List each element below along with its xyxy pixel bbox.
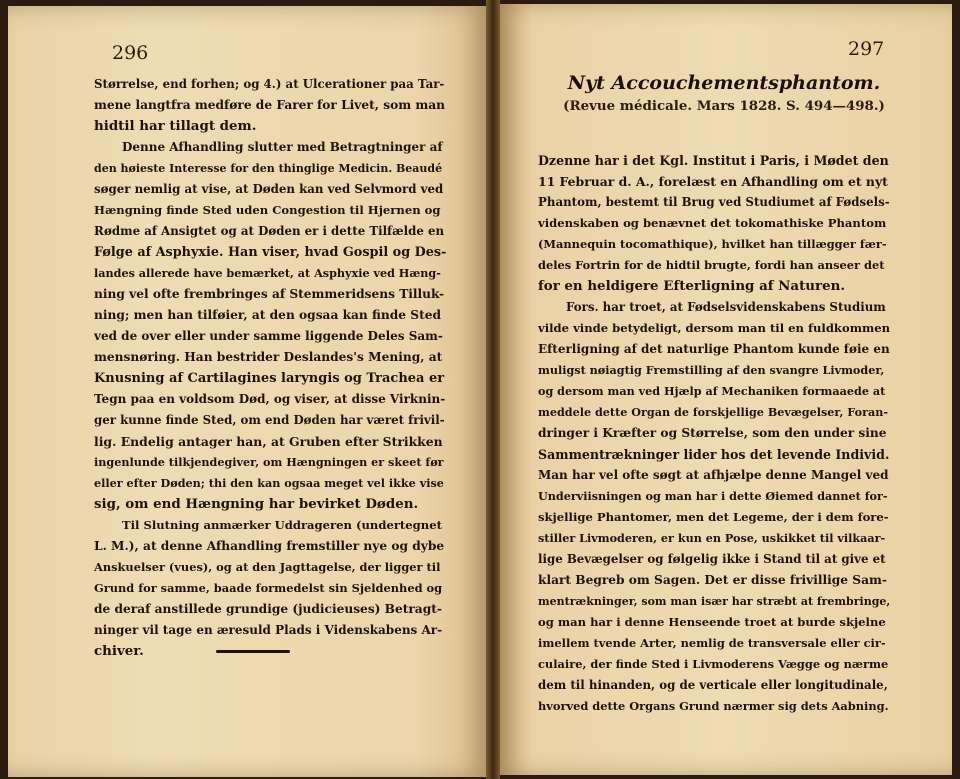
text-line: den høieste Interesse for den thinglige Medicin. Beaudé <box>94 162 443 175</box>
text-line: hidtil har tillagt dem. <box>94 118 257 134</box>
text-line: Efterligning af det naturlige Phantom kunde føie en <box>538 342 890 356</box>
text-line: 11 Februar d. A., forelæst en Afhandling om et nyt <box>538 174 888 189</box>
text-line: ning vel ofte frembringes af Stemmeridsens Tilluk- <box>94 287 445 301</box>
text-line: lige Bevægelser og følgelig ikke i Stand til at give et <box>538 552 886 566</box>
text-line: for en heldigere Efterligning af Naturen. <box>538 278 845 294</box>
text-line: Hængning finde Sted uden Congestion til Hjernen og <box>94 203 441 217</box>
text-line: videnskaben og benævnet det tokomathiske Phantom <box>538 216 887 230</box>
text-line: mene langtfra medføre de Farer for Livet, som man <box>94 98 446 112</box>
text-line: og man har i denne Henseende troet at burde skjelne <box>538 615 886 629</box>
text-line: Man har vel ofte søgt at afhjælpe denne Mangel ved <box>538 468 889 482</box>
text-line: ved de over eller under samme liggende Deles Sam- <box>94 329 443 343</box>
text-line: dem til hinanden, og de verticale eller longitudinale, <box>538 678 888 692</box>
text-line: Anskuelser (vues), og at den Jagttagelse, der ligger til <box>94 560 441 574</box>
text-line: søger nemlig at vise, at Døden kan ved Selvmord ved <box>94 182 444 196</box>
text-line: vilde vinde betydeligt, dersom man til en fuldkommen <box>538 321 890 335</box>
text-line: dringer i Kræfter og Størrelse, som den under sine <box>538 426 887 440</box>
text-line: Grund for samme, baade formedelst sin Sjeldenhed og <box>94 581 443 595</box>
text-line: sig, om end Hængning har bevirket Døden. <box>94 496 419 512</box>
article-title: Nyt Accouchementsphantom. <box>567 72 881 94</box>
text-line: eller efter Døden; thi den kan ogsaa meget vel ikke vise <box>94 476 444 490</box>
text-line: Til Slutning anmærker Uddrageren (undertegnet <box>122 518 442 532</box>
text-line: Phantom, bestemt til Brug ved Studiumet af Fødsels- <box>538 195 890 209</box>
text-line: Denne Afhandling slutter med Betragtninger af <box>122 140 443 154</box>
text-line: L. M.), at denne Afhandling fremstiller nye og dybe <box>94 539 445 553</box>
text-line: mensnøring. Han bestrider Deslandes's Mening, at <box>94 350 443 364</box>
text-line: Følge af Asphyxie. Han viser, hvad Gospil og Des- <box>94 245 446 260</box>
text-line: deles Fortrin for de hidtil brugte, fordi han anseer det <box>538 258 885 272</box>
text-line: meddele dette Organ de forskjellige Bevægelser, Foran- <box>538 405 888 419</box>
article-subtitle: (Revue médicale. Mars 1828. S. 494—498.) <box>563 98 885 114</box>
text-line: chiver. <box>94 643 144 659</box>
book-gutter <box>486 0 500 779</box>
text-line: ingenlunde tilkjendegiver, om Hængningen er skeet før <box>94 455 444 469</box>
text-line: Dzenne har i det Kgl. Institut i Paris, i Mødet den <box>538 153 889 168</box>
text-line: Tegn paa en voldsom Død, og viser, at disse Virknin- <box>94 392 446 406</box>
right-page-number: 297 <box>848 38 885 60</box>
text-line: mentrækninger, som man især har stræbt at frembringe, <box>538 595 890 608</box>
text-line: og dersom man ved Hjælp af Mechaniken formaaede at <box>538 384 886 398</box>
text-line: ninger vil tage en æresuld Plads i Videnskabens Ar- <box>94 623 443 637</box>
text-line: imellem tvende Arter, nemlig de transversale eller cir- <box>538 636 886 650</box>
text-line: ger kunne finde Sted, om end Døden har været frivil- <box>94 413 445 427</box>
left-page-text <box>94 74 446 662</box>
text-line: hvorved dette Organs Grund nærmer sig dets Aabning. <box>538 699 889 713</box>
text-line: muligst nøiagtig Fremstilling af den svangre Livmoder, <box>538 363 885 377</box>
text-line: culaire, der finde Sted i Livmoderens Væggе og nærme <box>538 657 889 671</box>
text-line: Rødme af Ansigtet og at Døden er i dette Tilfælde en <box>94 224 445 238</box>
text-line: landes allerede have bemærket, at Asphyxie ved Hæng- <box>94 266 441 280</box>
right-page-text <box>538 150 890 717</box>
text-line: Sammentrækninger lider hos det levende Individ. <box>538 447 890 462</box>
text-line: Knusning af Cartilagines laryngis og Trachea er <box>94 371 445 386</box>
section-separator <box>216 650 290 653</box>
text-line: Fors. har troet, at Fødselsvidenskabens Studium <box>566 300 886 314</box>
left-page-number: 296 <box>112 42 149 64</box>
text-line: Underviisningen og man har i dette Øiemed dannet for- <box>538 489 888 503</box>
text-line: stiller Livmoderen, er kun en Pose, uskikket til vilkaar- <box>538 531 886 545</box>
text-line: skjellige Phantomer, men det Legeme, der i dem fore- <box>538 510 889 524</box>
text-line: Størrelse, end forhen; og 4.) at Ulcerationer paa Tar- <box>94 77 445 91</box>
text-line: (Mannequin tocomathique), hvilket han tillægger fær- <box>538 237 887 251</box>
text-line: ning; men han tilføier, at den ogsaa kan finde Sted <box>94 308 441 322</box>
text-line: klart Begreb om Sagen. Det er disse frivillige Sam- <box>538 573 887 587</box>
text-line: lig. Endelig antager han, at Gruben efter Strikken <box>94 434 443 449</box>
text-line: de deraf anstillede grundige (judicieuses) Betragt- <box>94 602 442 616</box>
